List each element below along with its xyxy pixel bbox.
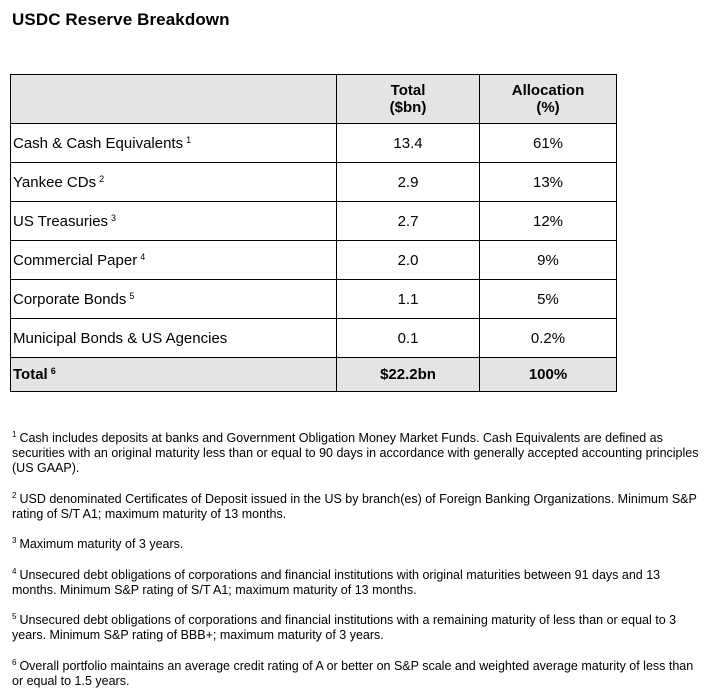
- header-total-label: Total: [390, 82, 426, 99]
- row-name: Municipal Bonds & US Agencies: [13, 329, 228, 347]
- row-allocation: 13%: [480, 163, 617, 202]
- footnote: [12, 564, 704, 598]
- footnote: [12, 655, 704, 689]
- row-total: 2.9: [337, 163, 480, 202]
- table-row: [11, 280, 617, 319]
- row-total: 13.4: [337, 124, 480, 163]
- header-total-cell: [337, 75, 480, 124]
- row-footnote-ref: 5: [129, 290, 135, 301]
- table-row: [11, 163, 617, 202]
- total-allocation: 100%: [480, 358, 617, 392]
- table-row: [11, 241, 617, 280]
- row-footnote-ref: 3: [111, 212, 117, 223]
- footnote: [12, 533, 704, 552]
- row-footnote-ref: 4: [140, 251, 146, 262]
- row-allocation: 61%: [480, 124, 617, 163]
- row-footnote-ref: 1: [186, 134, 192, 145]
- table-row: [11, 202, 617, 241]
- footnote-number: 4: [12, 566, 17, 576]
- footnotes: [12, 427, 704, 700]
- row-name-cell: [11, 163, 337, 202]
- footnote-number: 1: [12, 430, 17, 439]
- row-name-cell: [11, 124, 337, 163]
- footnote-text: Maximum maturity of 3 years.: [19, 537, 184, 551]
- row-total: 2.0: [337, 241, 480, 280]
- row-name: Yankee CDs: [13, 173, 97, 191]
- footnote-number: 2: [12, 490, 17, 500]
- footnote-text: Cash includes deposits at banks and Government Obligation Money Market Funds. Cash Equivalents are defined as securities with an original maturity less than or equal to 90 days in accordance with generally accepted accounting principles (US GAAP).: [12, 431, 699, 475]
- total-name-cell: [11, 358, 337, 392]
- row-name-cell: [11, 241, 337, 280]
- total-footnote-ref: 6: [50, 366, 56, 376]
- header-allocation-unit: (%): [536, 99, 560, 116]
- footnote-text: Unsecured debt obligations of corporations and financial institutions with a remaining maturity of less than or equal to 3 years. Minimum S&P rating of BBB+; maximum maturity of 3 years.: [12, 613, 677, 642]
- header-name-cell: [11, 75, 337, 124]
- total-amount: $22.2bn: [337, 358, 480, 392]
- row-name-cell: [11, 280, 337, 319]
- row-allocation: 5%: [480, 280, 617, 319]
- footnote-text: USD denominated Certificates of Deposit issued in the US by branch(es) of Foreign Banking Organizations. Minimum S&P rating of S/T A1; maximum maturity of 13 months.: [12, 491, 697, 521]
- total-label: Total: [13, 366, 48, 383]
- footnote-text: Unsecured debt obligations of corporations and financial institutions with original maturities between 91 days and 13 months. Minimum S&P rating of S/T A1; maximum maturity of 13 months.: [12, 567, 661, 597]
- header-allocation-label: Allocation: [511, 82, 585, 99]
- footnote: [12, 488, 704, 522]
- row-total: 1.1: [337, 280, 480, 319]
- row-total: 0.1: [337, 319, 480, 358]
- row-name-cell: [11, 202, 337, 241]
- row-total: 2.7: [337, 202, 480, 241]
- row-footnote-ref: 2: [99, 173, 105, 184]
- page-title: USDC Reserve Breakdown: [12, 10, 230, 29]
- footnote: [12, 609, 704, 643]
- total-row: [11, 358, 617, 392]
- row-name-cell: [11, 319, 337, 358]
- footnote-text: Overall portfolio maintains an average credit rating of A or better on S&P scale and weighted average maturity of less than or equal to 1.5 years.: [12, 658, 694, 688]
- row-name: US Treasuries: [13, 212, 109, 230]
- header-total-unit: ($bn): [389, 99, 427, 116]
- footnote-number: 6: [12, 657, 17, 667]
- row-allocation: 9%: [480, 241, 617, 280]
- row-allocation: 12%: [480, 202, 617, 241]
- row-name: Cash & Cash Equivalents: [13, 134, 184, 152]
- row-allocation: 0.2%: [480, 319, 617, 358]
- reserve-table: [10, 74, 617, 392]
- footnote: [12, 427, 704, 476]
- row-name: Commercial Paper: [13, 251, 138, 269]
- footnote-number: 5: [12, 612, 17, 621]
- footnote-number: 3: [12, 536, 17, 545]
- table-header-row: [11, 75, 617, 124]
- row-name: Corporate Bonds: [13, 290, 127, 308]
- table-row: [11, 319, 617, 358]
- table-row: [11, 124, 617, 163]
- header-allocation-cell: [480, 75, 617, 124]
